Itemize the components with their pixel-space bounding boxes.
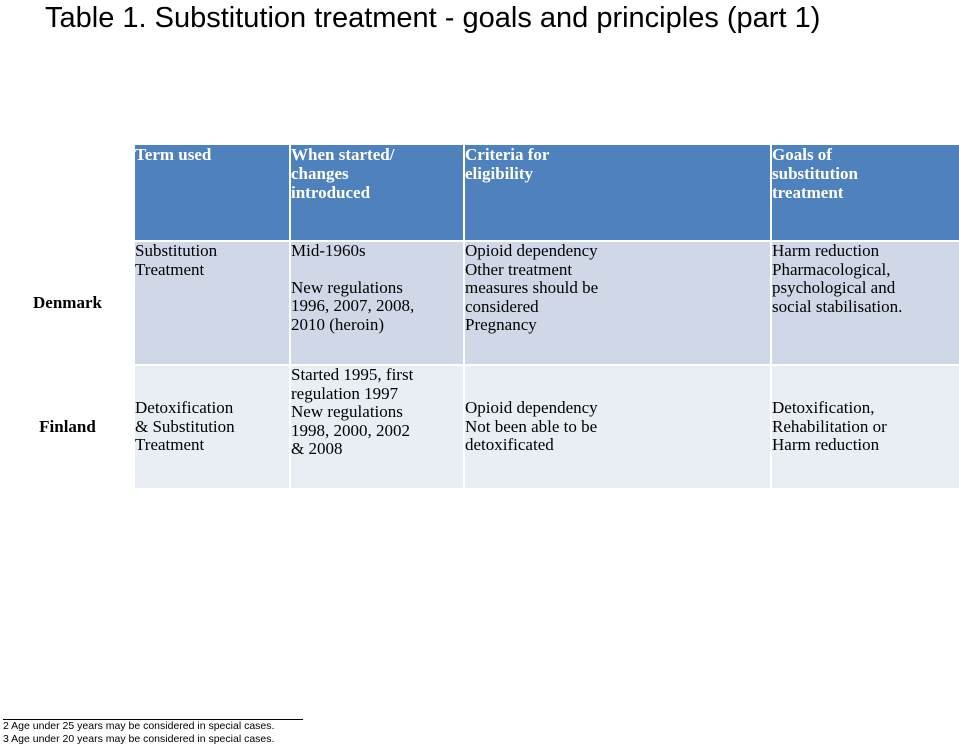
started-cell: Mid-1960s New regulations 1996, 2007, 2008, 2010 (heroin) xyxy=(290,241,464,365)
substitution-table xyxy=(0,143,959,490)
criteria-cell: Opioid dependency Other treatment measures should be considered Pregnancy xyxy=(464,241,771,365)
term-cell: Detoxification & Substitution Treatment xyxy=(134,365,290,489)
footnote-2: 2 Age under 25 years may be considered in special cases. xyxy=(3,720,275,732)
header-goals: Goals of substitution treatment xyxy=(771,144,959,241)
footnotes xyxy=(3,719,303,746)
started-cell: Started 1995, first regulation 1997 New regulations 1998, 2000, 2002 & 2008 xyxy=(290,365,464,489)
goals-cell: Harm reduction Pharmacological, psychological and social stabilisation. xyxy=(771,241,959,365)
header-term-used: Term used xyxy=(134,144,290,241)
page-title: Table 1. Substitution treatment - goals and principles (part 1) xyxy=(45,2,821,34)
table-header-row xyxy=(1,144,959,241)
header-when-started: When started/ changes introduced xyxy=(290,144,464,241)
table-row-finland xyxy=(1,365,959,489)
country-cell: Finland xyxy=(1,365,134,489)
table-row-denmark xyxy=(1,241,959,365)
country-cell: Denmark xyxy=(1,241,134,365)
header-criteria: Criteria for eligibility xyxy=(464,144,771,241)
criteria-cell: Opioid dependency Not been able to be detoxificated xyxy=(464,365,771,489)
footnote-3: 3 Age under 20 years may be considered in special cases. xyxy=(3,733,275,745)
header-corner xyxy=(1,144,134,241)
goals-cell: Detoxification, Rehabilitation or Harm reduction xyxy=(771,365,959,489)
term-cell: Substitution Treatment xyxy=(134,241,290,365)
